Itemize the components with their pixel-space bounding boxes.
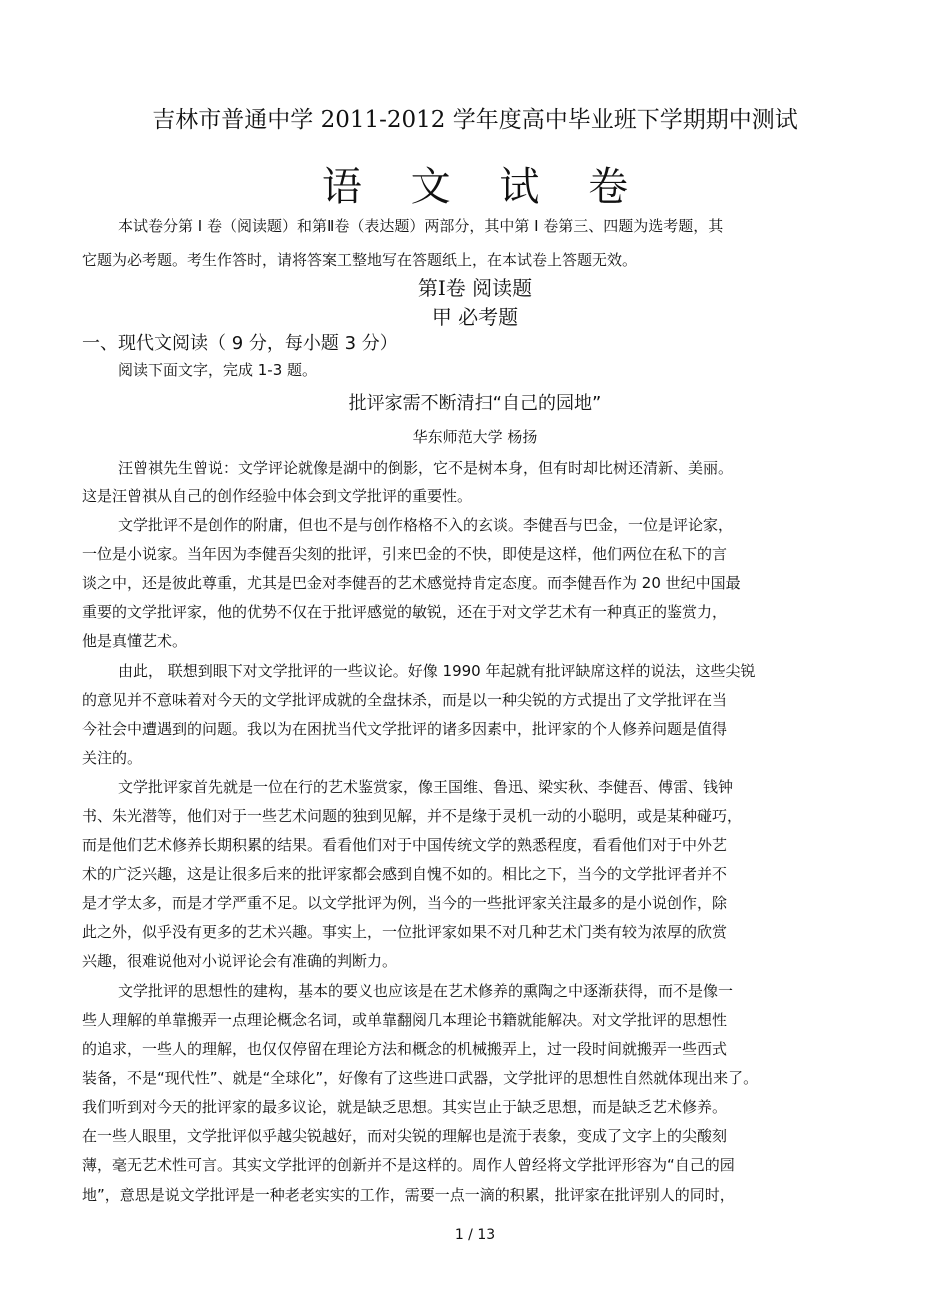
page-number: 1 / 13 — [454, 1227, 496, 1243]
volume-title: 第Ⅰ卷 阅读题 — [417, 276, 533, 300]
article-line: 重要的文学批评家，他的优势不仅在于批评感觉的敏锐，还在于对文学艺术有一种真正的鉴赏力， — [82, 603, 728, 621]
article-line: 一位是小说家。当年因为李健吾尖刻的批评，引来巴金的不快，即使是这样，他们两位在私下的言 — [82, 545, 728, 563]
article-line: 兴趣，很难说他对小说评论会有准确的判断力。 — [82, 952, 398, 970]
instruction-line: 本试卷分第 Ⅰ 卷（阅读题）和第Ⅱ卷（表达题）两部分，其中第 Ⅰ 卷第三、四题为选考题，其 — [118, 217, 724, 235]
article-line: 我们听到对今天的批评家的最多议论，就是缺乏思想。其实岂止于缺乏思想，而是缺乏艺术修养。 — [82, 1098, 728, 1116]
article-line: 地”，意思是说文学批评是一种老老实实的工作，需要一点一滴的积累，批评家在批评别人的同时， — [82, 1186, 735, 1204]
article-line: 文学批评家首先就是一位在行的艺术鉴赏家，像王国维、鲁迅、梁实秋、李健吾、傅雷、钱钟 — [118, 778, 734, 796]
subject-title: 语 文 试 卷 — [321, 164, 647, 210]
exam-title: 吉林市普通中学 2011-2012 学年度高中毕业班下学期期中测试 — [152, 107, 798, 133]
article-line: 文学批评不是创作的附庸，但也不是与创作格格不入的玄谈。李健吾与巴金，一位是评论家， — [118, 516, 734, 534]
article-line: 是才学太多，而是才学严重不足。以文学批评为例，当今的一些批评家关注最多的是小说创作，除 — [82, 894, 728, 912]
article-line: 汪曾祺先生曾说：文学评论就像是湖中的倒影，它不是树本身，但有时却比树还清新、美丽。 — [118, 459, 734, 477]
article-title: 批评家需不断清扫“自己的园地” — [348, 393, 602, 414]
article-line: 薄，毫无艺术性可言。其实文学批评的创新并不是这样的。周作人曾经将文学批评形容为“自己的园 — [82, 1156, 735, 1174]
article-line: 今社会中遭遇到的问题。我以为在困扰当代文学批评的诸多因素中，批评家的个人修养问题是值得 — [82, 720, 728, 738]
article-line: 此之外，似乎没有更多的艺术兴趣。事实上，一位批评家如果不对几种艺术门类有较为浓厚的欣赏 — [82, 923, 728, 941]
article-line: 谈之中，还是彼此尊重，尤其是巴金对李健吾的艺术感觉持肯定态度。而李健吾作为 20 世纪中国最 — [82, 574, 741, 592]
article-line: 些人理解的单靠搬弄一点理论概念名词，或单靠翻阅几本理论书籍就能解决。对文学批评的思想性 — [82, 1011, 728, 1029]
article-line: 这是汪曾祺从自己的创作经验中体会到文学批评的重要性。 — [82, 487, 473, 505]
article-author: 华东师范大学 杨扬 — [412, 428, 538, 446]
article-line: 的意见并不意味着对今天的文学批评成就的全盘抹杀，而是以一种尖锐的方式提出了文学批评在当 — [82, 691, 728, 709]
article-line: 关注的。 — [82, 749, 143, 767]
article-line: 书、朱光潜等，他们对于一些艺术问题的独到见解，并不是缘于灵机一动的小聪明，或是某种碰巧， — [82, 807, 743, 825]
article-line: 文学批评的思想性的建构，基本的要义也应该是在艺术修养的熏陶之中逐渐获得，而不是像一 — [118, 982, 734, 1000]
article-line: 在一些人眼里，文学批评似乎越尖锐越好，而对尖锐的理解也是流于表象，变成了文字上的尖酸刻 — [82, 1127, 728, 1145]
article-line: 他是真懂艺术。 — [82, 632, 188, 650]
section-direction: 阅读下面文字，完成 1-3 题。 — [118, 361, 318, 379]
required-section-title: 甲 必考题 — [431, 305, 519, 329]
article-line: 装备，不是“现代性”、就是“全球化”，好像有了这些进口武器，文学批评的思想性自然就体现出来了。 — [82, 1069, 759, 1087]
article-line: 而是他们艺术修养长期积累的结果。看看他们对于中国传统文学的熟悉程度，看看他们对于中外艺 — [82, 836, 728, 854]
instruction-line: 它题为必考题。考生作答时，请将答案工整地写在答题纸上，在本试卷上答题无效。 — [82, 251, 638, 269]
article-line: 的追求，一些人的理解，也仅仅停留在理论方法和概念的机械搬弄上，过一段时间就搬弄一些西式 — [82, 1040, 728, 1058]
article-line: 由此， 联想到眼下对文学批评的一些议论。好像 1990 年起就有批评缺席这样的说法，这些尖锐 — [118, 662, 756, 680]
article-line: 术的广泛兴趣，这是让很多后来的批评家都会感到自愧不如的。相比之下，当今的文学批评者并不 — [82, 865, 728, 883]
section-heading: 一、现代文阅读（ 9 分，每小题 3 分） — [82, 333, 398, 354]
